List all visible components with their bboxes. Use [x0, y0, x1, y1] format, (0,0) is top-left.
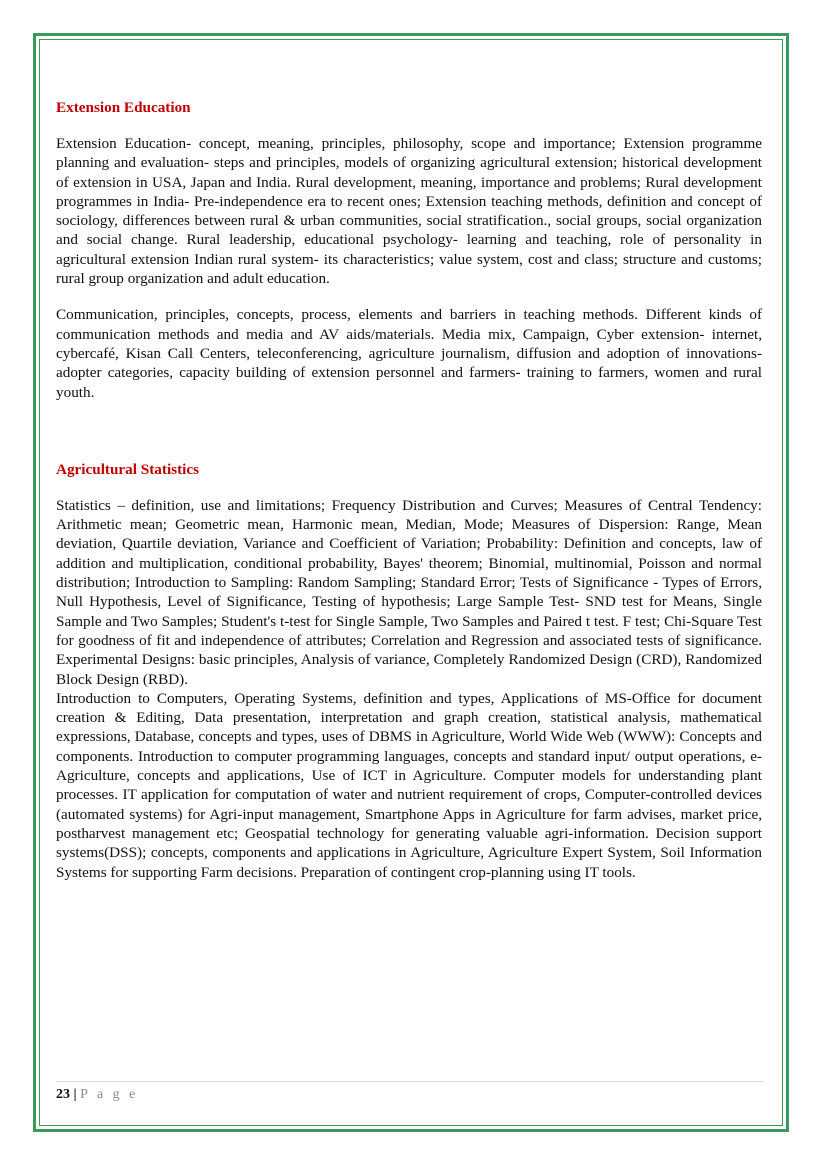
agricultural-statistics-paragraph-1: Statistics – definition, use and limitations; Frequency Distribution and Curves; Measures of Central Tendency: Arithmetic mean; Geometric mean, Harmonic mean, Median, Mode; Measures of Dispersion: Range, Mean deviation, Quartile deviation, Variance and Coefficient of Variation; Probability: Definition and concepts, law of addition and multiplication, conditional probability, Bayes' theorem; Binomial, multinomial, Poisson and normal distribution; Introduction to Sampling: Random Sampling; Standard Error; Tests of Significance - Types of Errors, Null Hypothesis, Level of Significance, Testing of hypothesis; Large Sample Test- SND test for Means, Single Sample and Two Samples; Student's t-test for Single Sample, Two Samples and Paired t test. F test; Chi-Square Test for goodness of fit and independence of attributes; Correlation and Regression and associated tests of significance. Experimental Designs: basic principles, Analysis of variance, Completely Randomized Design (CRD), Randomized Block Design (RBD). [56, 496, 762, 688]
section-title-agricultural-statistics: Agricultural Statistics [56, 460, 199, 478]
footer-separator: | [73, 1087, 77, 1102]
page-number: 23 [56, 1087, 70, 1102]
agricultural-statistics-paragraph-2: Introduction to Computers, Operating Systems, definition and types, Applications of MS-Office for document creation & Editing, Data presentation, interpretation and graph creation, statistical analysis, mathematical expressions, Database, concepts and types, uses of DBMS in Agriculture, World Wide Web (WWW): Concepts and components. Introduction to computer programming languages, concepts and standard input/ output operations, e-Agriculture, concepts and applications, Use of ICT in Agriculture. Computer models for understanding plant processes. IT application for computation of water and nutrient requirement of crops, Computer-controlled devices (automated systems) for Agri-input management, Smartphone Apps in Agriculture for farm advises, market price, postharvest management etc; Geospatial technology for generating valuable agri-information. Decision support systems(DSS); concepts, components and applications in Agriculture, Agriculture Expert System, Soil Information Systems for supporting Farm decisions. Preparation of contingent crop-planning using IT tools. [56, 689, 762, 881]
page-label: P a g e [80, 1087, 139, 1102]
section-title-extension-education: Extension Education [56, 99, 191, 116]
footer-divider [56, 1081, 764, 1082]
document-body [56, 96, 762, 882]
page-footer [56, 1086, 138, 1104]
extension-education-paragraph-1: Extension Education- concept, meaning, principles, philosophy, scope and importance; Extension programme planning and evaluation- steps and principles, models of organizing agricultural extension; historical development of extension in USA, Japan and India. Rural development, meaning, importance and problems; Rural development programmes in India- Pre-independence era to recent ones; Extension teaching methods, definition and concept of sociology, differences between rural & urban communities, social stratification., social groups, social organization and social change. Rural leadership, educational psychology- learning and teaching, role of personality in agricultural extension Indian rural system- its characteristics; value system, cost and class; structure and customs; rural group organization and adult education. [56, 135, 762, 288]
extension-education-paragraph-2: Communication, principles, concepts, process, elements and barriers in teaching methods. Different kinds of communication methods and media and AV aids/materials. Media mix, Campaign, Cyber extension- internet, cybercafé, Kisan Call Centers, teleconferencing, agriculture journalism, diffusion and adoption of innovations- adopter categories, capacity building of extension personnel and farmers- training to farmers, women and rural youth. [56, 306, 762, 401]
